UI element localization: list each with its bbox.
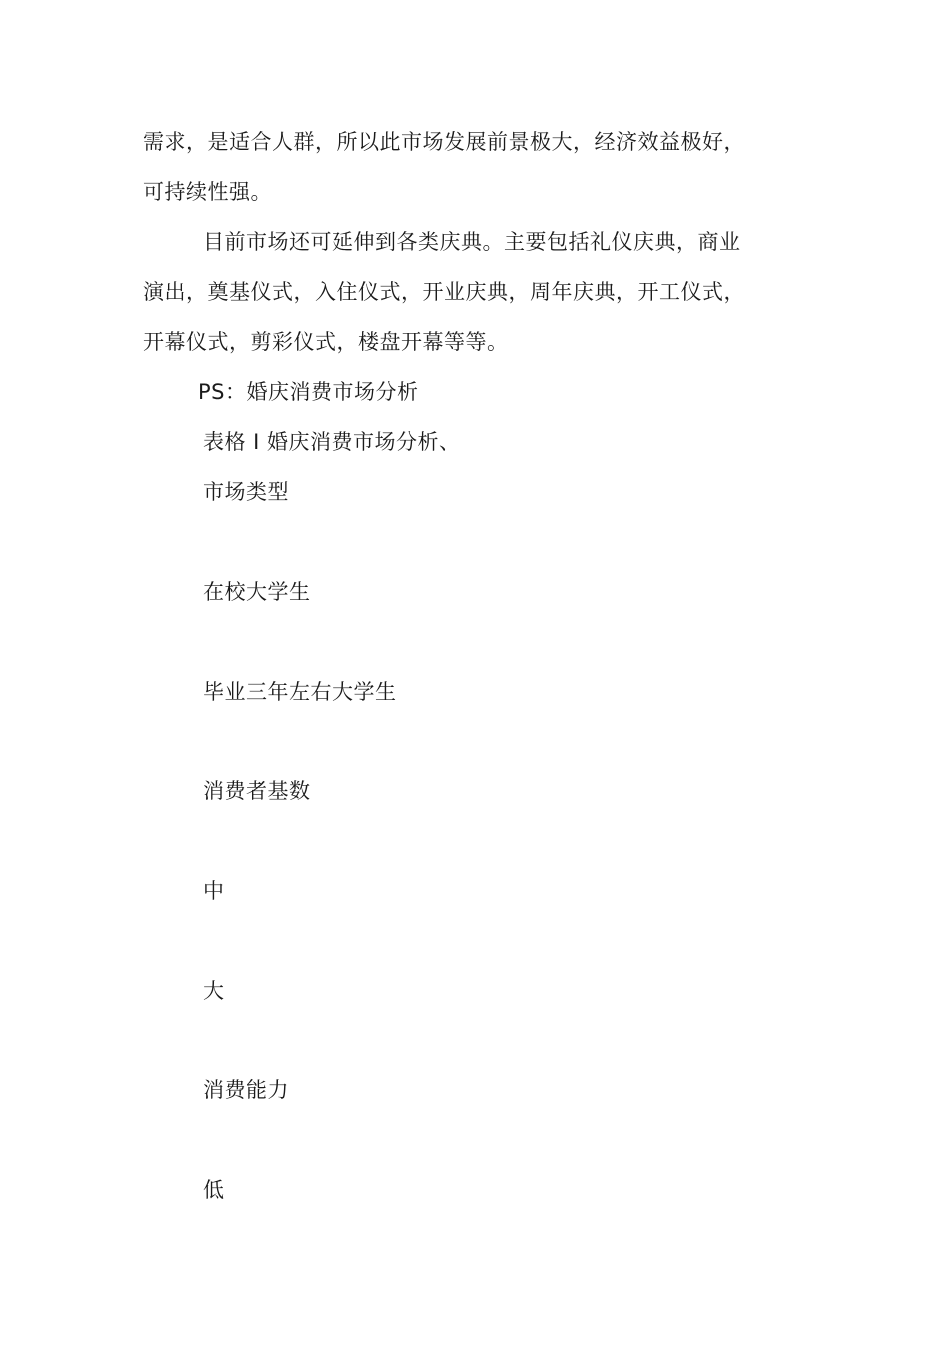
table-cell: 消费者基数 xyxy=(203,779,311,803)
paragraph-line: 演出，奠基仪式，入住仪式，开业庆典，周年庆典，开工仪式， xyxy=(143,280,745,304)
table-cell: 消费能力 xyxy=(203,1078,289,1102)
table-cell: 中 xyxy=(203,879,225,903)
table-cell: 市场类型 xyxy=(203,480,289,504)
paragraph-line: 目前市场还可延伸到各类庆典。主要包括礼仪庆典，商业 xyxy=(203,230,741,254)
paragraph-line: 开幕仪式，剪彩仪式，楼盘开幕等等。 xyxy=(143,330,509,354)
ps-note: PS：婚庆消费市场分析 xyxy=(198,380,419,404)
paragraph-line: 需求，是适合人群，所以此市场发展前景极大，经济效益极好， xyxy=(143,130,745,154)
paragraph-line: 可持续性强。 xyxy=(143,180,272,204)
table-caption: 表格 I 婚庆消费市场分析、 xyxy=(203,430,461,454)
table-cell: 大 xyxy=(203,979,225,1003)
table-cell: 毕业三年左右大学生 xyxy=(203,680,397,704)
table-cell: 低 xyxy=(203,1178,225,1202)
table-cell: 在校大学生 xyxy=(203,580,311,604)
